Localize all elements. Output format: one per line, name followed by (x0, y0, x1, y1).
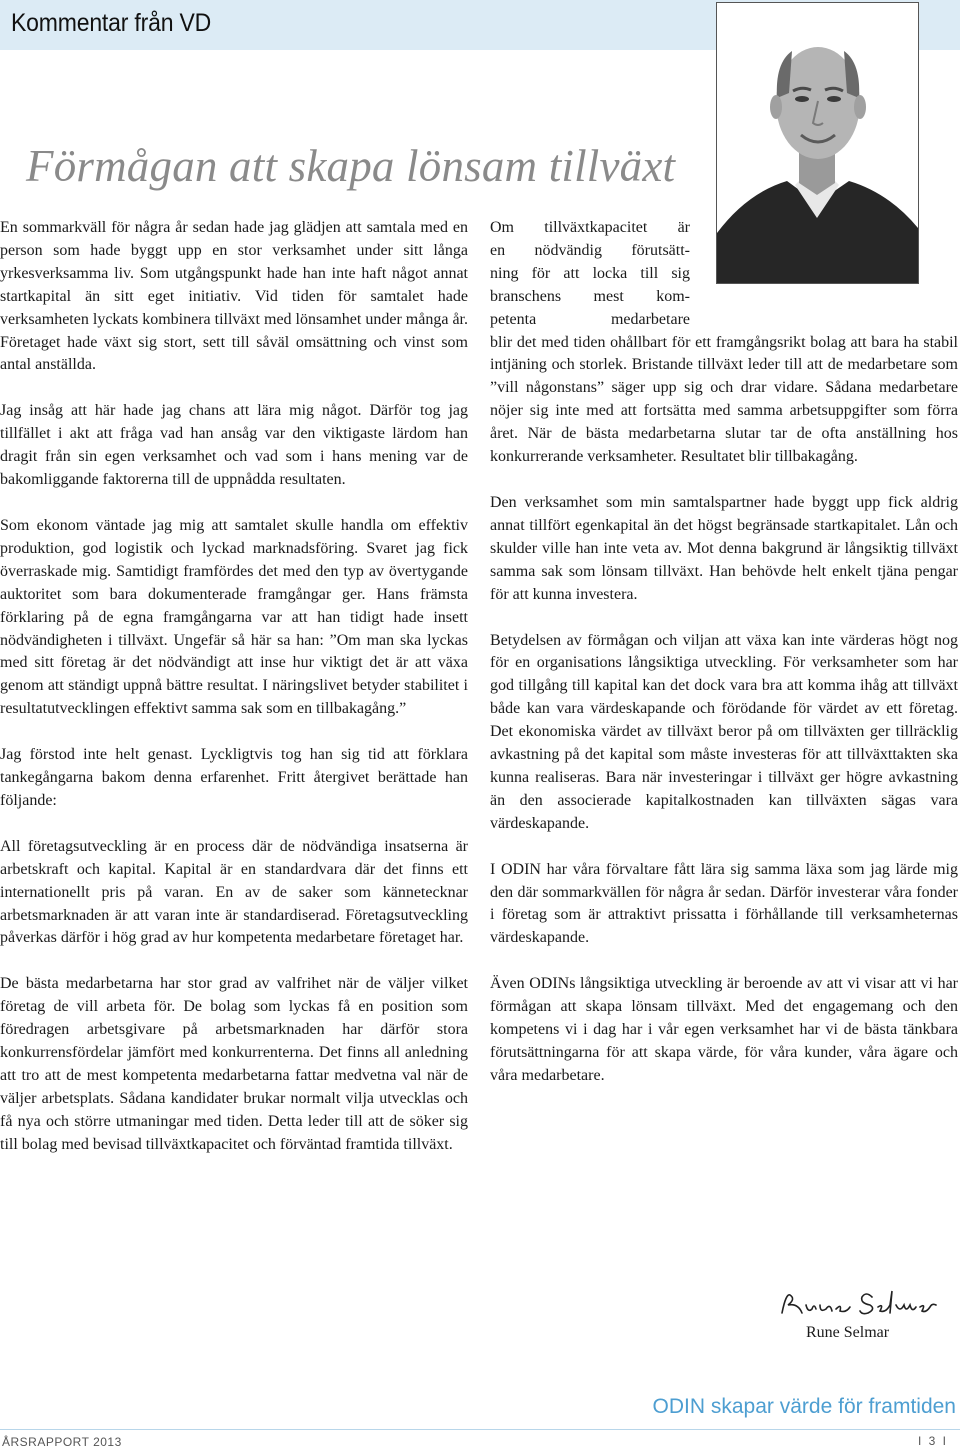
signature (776, 1283, 946, 1323)
intro-line: en nödvändig förutsätt- (490, 241, 690, 259)
paragraph: Som ekonom väntade jag mig att samtalet skulle handla om effektiv produktion, god logistik och lyckad marknadsföring. Svaret jag fick överraskade mig. Samtidigt framfördes det med den typ av övertygande auktoritet som bara dokumenterade framgångar ger. Hans främsta förklaring på de egna framgångarna var att han tidigt hade insett nödvändigheten i tillväxt. Ungefär så här sa han: ”Om man ska lyckas med sitt företag är det nödvändigt att inse hur viktigt det är att växa genom att ständigt uppnå bättre resultat. I näringslivet betyder stabilitet i resultatutvecklingen effektivt samma sak som en tillbakagång.” (0, 516, 468, 718)
paragraph: I ODIN har våra förvaltare fått lära sig samma läxa som jag lärde mig den där sommarkvällen för några år sedan. Därför investerar våra fonder i företag som är attraktivt prissatta i förhållande till verksamheternas värdeskapande. (490, 860, 958, 947)
section-title: Kommentar från VD (11, 9, 212, 37)
paragraph: blir det med tiden ohållbart för ett framgångsrikt bolag att bara ha stabil intjäning och storlek. Bristande tillväxt leder till att de medarbetare som ”vill någonstans” säger upp sig och drar vidare. Sådana medarbetare nöjer sig inte med att fortsätta med samma arbetsuppgifter som förra året. När de bästa medarbetarna slutar tar de ofta anställning hos konkurrerande verksamheter. Resultatet blir tillbakagång. (490, 333, 958, 466)
paragraph: Jag insåg att här hade jag chans att lära mig något. Därför tog jag tillfället i akt att fråga vad han ansåg var den viktigaste lärdom han dragit från sin egen verksamhet och vad som i hans mening var de bakomliggande faktorerna till de uppnådda resultaten. (0, 402, 468, 489)
footer-divider (0, 1429, 960, 1430)
paragraph: De bästa medarbetarna har stor grad av valfrihet när de väljer vilket företag de vill arbeta för. De bolag som lyckas få en position som föredragen arbetsgivare på arbetsmarknaden har därför stora konkurrensfördelar jämfört med konkurrenterna. Det finns all anledning att tro att de mest kompetenta medarbetarna fattar medvetna val när de väljer arbetsplats. Sådana kandidater brukar normalt vilja utvecklas och få nya och större utmaningar med tiden. Detta leder till att de söker sig till bolag med bevisad tillväxtkapacitet och förväntad framtida tillväxt. (0, 975, 468, 1153)
intro-line: petenta medarbetare (490, 310, 690, 328)
footer-slogan: ODIN skapar värde för framtiden (652, 1395, 956, 1418)
intro-line: branschens mest kom- (490, 287, 690, 305)
intro-line: Om tillväxtkapacitet är (490, 219, 690, 236)
right-column (490, 217, 958, 1111)
article-headline: Förmågan att skapa lönsam tillväxt (26, 141, 676, 191)
paragraph: Den verksamhet som min samtalspartner hade byggt upp fick aldrig annat tillfört egenkapital än det högst begränsade startkapitalet. Lån och skulder ville han inte veta av. Mot denna bakgrund är långsiktig tillväxt samma sak som lönsam tillväxt. Han behövde helt enkelt tjäna pengar för att kunna investera. (490, 493, 958, 603)
page-number: I 3 I (917, 1434, 948, 1448)
paragraph: Även ODINs långsiktiga utveckling är beroende av att vi visar att vi har förmågan att skapa lönsam tillväxt. Med det engagemang och den kompetens vi i dag har i vår egen verksamhet har vi de bästa tänkbara förutsättningarna för att skapa värde, för våra kunder, våra ägare och våra medarbetare. (490, 975, 958, 1084)
signature-name: Rune Selmar (806, 1324, 890, 1341)
paragraph: En sommarkväll för några år sedan hade jag glädjen att samtala med en person som hade byggt upp en stor verksamhet under sitt långa yrkesverksamma liv. Som utgångspunkt hade han inte haft något annat startkapital än sitt eget initiativ. Vid tiden för samtalet hade verksamheten lyckats kombinera tillväxt med lönsamhet under många år. Företaget hade växt sig stort, sett till såväl omsättning och vinst som antal anställda. (0, 219, 468, 374)
report-label: ÅRSRAPPORT 2013 (2, 1435, 122, 1449)
paragraph: Jag förstod inte helt genast. Lyckligtvis tog han sig tid att förklara tankegångarna bakom denna erfarenhet. Fritt återgivet berättade han följande: (0, 746, 468, 809)
paragraph: All företagsutveckling är en process där de nödvändiga insatserna är arbetskraft och kapital. Kapital är en standardvara där det finns ett internationellt pris på varan. En av de saker som kännetecknar arbetsmarknaden är att varan inte är standardiserad. Företagsutveckling påverkas därför i hög grad av hur kompetenta medarbetare företaget har. (0, 837, 468, 947)
intro-line: ning för att locka till sig (490, 264, 690, 282)
handwritten-signature-icon (776, 1283, 946, 1323)
paragraph: Betydelsen av förmågan och viljan att växa kan inte värderas högt nog för en organisations långsiktiga utveckling. För verksamheter som har god tillgång till kapital kan det dock vara bra att komma ihåg att tillväxt både kan vara värdeskapande och förödande för värdet av ett företag. Det ekonomiska värdet av tillväxt beror på om tillväxten ger tillräcklig avkastning på det kapital som måste investeras för att tillväxttakten ska kunna realiseras. Bara när investeringar i tillväxt ger högre avkastning än den associerade kapitalkostnaden kan tillväxten sägas vara värdeskapande. (490, 631, 958, 832)
left-column (0, 217, 468, 1180)
